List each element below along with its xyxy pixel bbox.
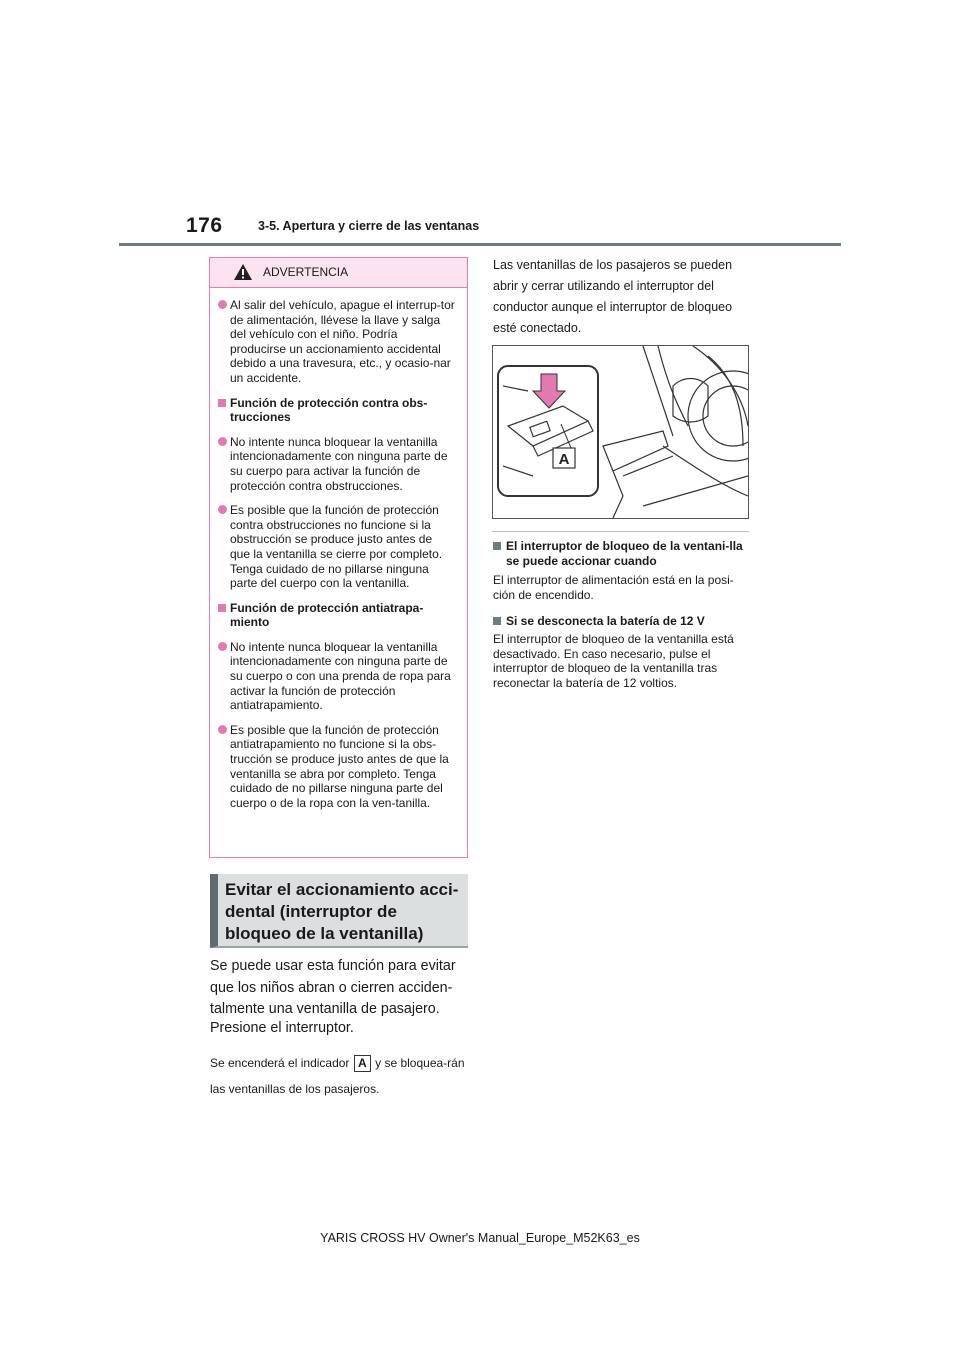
footer-text: YARIS CROSS HV Owner's Manual_Europe_M52K63_es xyxy=(320,1231,640,1245)
indicator-a-label: A xyxy=(354,1055,371,1072)
section-title: 3-5. Apertura y cierre de las ventanas xyxy=(258,219,480,233)
bullet-dot-icon xyxy=(218,437,227,446)
note-heading: Si se desconecta la batería de 12 V xyxy=(493,614,749,629)
bullet-dot-icon xyxy=(218,642,227,651)
figure-divider xyxy=(492,531,749,532)
body-paragraph: Se puede usar esta función para evitar que los niños abran o cierren acciden-talmente una ventanilla de pasajero. xyxy=(210,958,456,1017)
bullet-dot-icon xyxy=(218,725,227,734)
warning-title: ADVERTENCIA xyxy=(263,265,349,279)
bullet-square-icon xyxy=(218,604,226,612)
warning-body xyxy=(210,288,467,810)
bullet-square-icon xyxy=(218,399,226,407)
bullet-square-icon xyxy=(493,617,501,625)
warning-header xyxy=(210,258,467,288)
warning-item: No intente nunca bloquear la ventanilla intencionadamente con ninguna parte de su cuerpo para activar la función de protección contra obstrucciones. xyxy=(218,435,455,493)
right-paragraph: Las ventanillas de los pasajeros se pueden abrir y cerrar utilizando el interruptor del conductor aunque el interruptor de bloqueo esté conectado. xyxy=(493,258,733,335)
header-divider xyxy=(119,243,841,246)
body-instruction: Presione el interruptor. xyxy=(210,1020,354,1036)
warning-item: Es posible que la función de protección contra obstrucciones no funcione si la obstrucción se produce justo antes de que la ventanilla se cierre por completo. Tenga cuidado de no pillarse ninguna parte del cuerpo con la ventanilla. xyxy=(218,503,455,591)
warning-triangle-icon xyxy=(233,263,253,281)
section-heading: Evitar el accionamiento acci-dental (interruptor de bloqueo de la ventanilla) xyxy=(210,874,468,948)
warning-box xyxy=(209,257,468,858)
door-switch-drawing xyxy=(493,346,748,518)
warning-item: Es posible que la función de protección antiatrapamiento no funcione si la obs-trucción se produce justo antes de que la ventanilla se abra por completo. Tenga cuidado de no pillarse ninguna parte del cuerpo o de la ropa con la ven-tanilla. xyxy=(218,723,455,811)
warning-item: Al salir del vehículo, apague el interrup-tor de alimentación, llévese la llave y salga del vehículo con el niño. Podría producirse un accionamiento accidental debido a una travesura, etc., y ocasio-nar un accidente. xyxy=(218,298,455,386)
indicator-note: Se encenderá el indicador A y se bloquea-rán las ventanillas de los pasajeros. xyxy=(210,1056,465,1096)
warning-subheading: Función de protección antiatrapa-miento xyxy=(218,601,455,630)
bullet-dot-icon xyxy=(218,300,227,309)
bullet-dot-icon xyxy=(218,505,227,514)
warning-item: No intente nunca bloquear la ventanilla intencionadamente con ninguna parte de su cuerpo o con una prenda de ropa para activar la función de protección antiatrapamiento. xyxy=(218,640,455,713)
lock-switch-illustration xyxy=(492,345,749,519)
figure-callout-a: A xyxy=(558,451,570,468)
bullet-square-icon xyxy=(493,542,501,550)
warning-subheading: Función de protección contra obs-trucciones xyxy=(218,396,455,425)
note-heading: El interruptor de bloqueo de la ventani-lla se puede accionar cuando xyxy=(493,539,749,568)
page-number: 176 xyxy=(186,214,223,237)
note-body: El interruptor de bloqueo de la ventanilla está desactivado. En caso necesario, pulse el interruptor de bloqueo de la ventanilla tras reconectar la batería de 12 voltios. xyxy=(493,632,734,690)
note-body: El interruptor de alimentación está en la posi-ción de encendido. xyxy=(493,573,734,602)
